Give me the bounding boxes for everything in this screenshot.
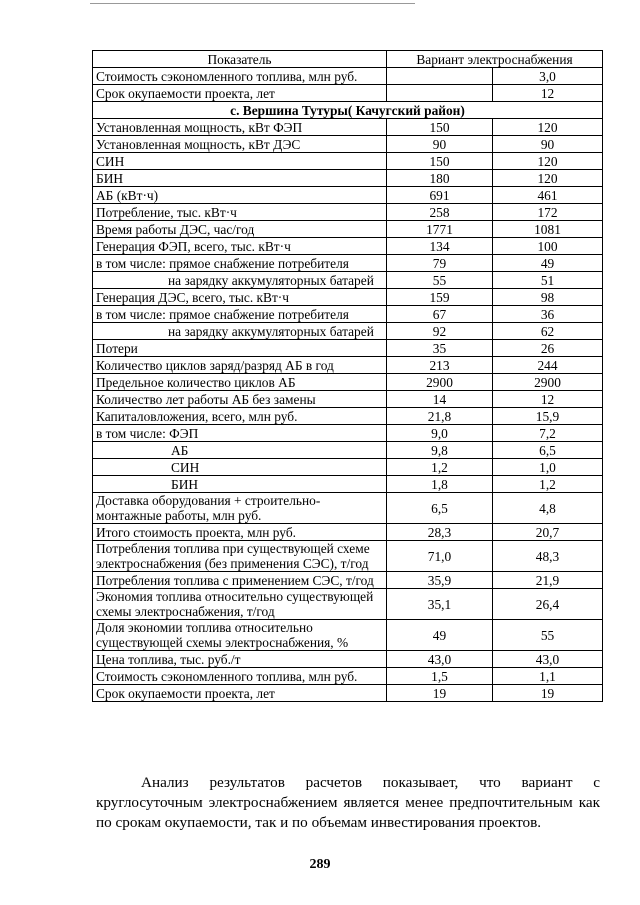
section-row (93, 102, 603, 119)
row-label: СИН (93, 153, 387, 170)
row-label: в том числе: ФЭП (93, 425, 387, 442)
value-variant-1: 55 (387, 272, 493, 289)
value-variant-1: 9,8 (387, 442, 493, 459)
table-row (93, 572, 603, 589)
value-variant-2: 2900 (493, 374, 603, 391)
value-variant-1: 92 (387, 323, 493, 340)
row-label: БИН (93, 476, 387, 493)
value-variant-2: 120 (493, 119, 603, 136)
value-variant-2: 55 (493, 620, 603, 651)
row-label: Цена топлива, тыс. руб./т (93, 651, 387, 668)
table-row (93, 493, 603, 524)
table-row (93, 425, 603, 442)
value-variant-2: 98 (493, 289, 603, 306)
row-label: на зарядку аккумуляторных батарей (93, 272, 387, 289)
table-row (93, 306, 603, 323)
value-variant-1: 1,8 (387, 476, 493, 493)
row-label: Доставка оборудования + строительно-монтажные работы, млн руб. (93, 493, 387, 524)
header-indicator: Показатель (93, 51, 387, 68)
table-row (93, 442, 603, 459)
row-label: Экономия топлива относительно существующей схемы электроснабжения, т/год (93, 589, 387, 620)
value-variant-2: 7,2 (493, 425, 603, 442)
row-label: Генерация ФЭП, всего, тыс. кВт·ч (93, 238, 387, 255)
value-variant-1 (387, 85, 493, 102)
row-label: на зарядку аккумуляторных батарей (93, 323, 387, 340)
analysis-paragraph: Анализ результатов расчетов показывает, что вариант с круглосуточным электроснабжением является менее предпочтительным как по срокам окупаемости, так и по объемам инвестирования проектов. (96, 774, 600, 831)
value-variant-2: 1,2 (493, 476, 603, 493)
value-variant-1: 67 (387, 306, 493, 323)
row-label: Установленная мощность, кВт ФЭП (93, 119, 387, 136)
value-variant-2: 1,1 (493, 668, 603, 685)
table-row (93, 651, 603, 668)
value-variant-2: 49 (493, 255, 603, 272)
table-row (93, 204, 603, 221)
page-number: 289 (309, 857, 331, 872)
value-variant-2: 12 (493, 391, 603, 408)
row-label: АБ (93, 442, 387, 459)
value-variant-2: 62 (493, 323, 603, 340)
value-variant-1: 134 (387, 238, 493, 255)
value-variant-1: 43,0 (387, 651, 493, 668)
table-row (93, 524, 603, 541)
row-label: Срок окупаемости проекта, лет (93, 685, 387, 702)
table-row (93, 85, 603, 102)
value-variant-1: 1,2 (387, 459, 493, 476)
table-row (93, 357, 603, 374)
value-variant-1: 35 (387, 340, 493, 357)
row-label: Генерация ДЭС, всего, тыс. кВт·ч (93, 289, 387, 306)
value-variant-1: 2900 (387, 374, 493, 391)
top-rule (90, 3, 415, 4)
table-row (93, 187, 603, 204)
value-variant-1: 14 (387, 391, 493, 408)
value-variant-2: 43,0 (493, 651, 603, 668)
header-variant: Вариант электроснабжения (387, 51, 603, 68)
value-variant-1: 150 (387, 119, 493, 136)
value-variant-1: 258 (387, 204, 493, 221)
value-variant-1: 35,1 (387, 589, 493, 620)
value-variant-2: 15,9 (493, 408, 603, 425)
value-variant-1: 90 (387, 136, 493, 153)
value-variant-1: 1771 (387, 221, 493, 238)
value-variant-2: 4,8 (493, 493, 603, 524)
table-row (93, 136, 603, 153)
value-variant-2: 1,0 (493, 459, 603, 476)
section-title: с. Вершина Тутуры( Качугский район) (93, 102, 603, 119)
row-label: Количество лет работы АБ без замены (93, 391, 387, 408)
row-label: Срок окупаемости проекта, лет (93, 85, 387, 102)
results-table-body (93, 51, 603, 702)
table-row (93, 459, 603, 476)
value-variant-2: 19 (493, 685, 603, 702)
table-row (93, 685, 603, 702)
value-variant-2: 461 (493, 187, 603, 204)
value-variant-2: 120 (493, 170, 603, 187)
table-row (93, 153, 603, 170)
row-label: Доля экономии топлива относительно существующей схемы электроснабжения, % (93, 620, 387, 651)
table-row (93, 589, 603, 620)
table-row (93, 541, 603, 572)
row-label: АБ (кВт·ч) (93, 187, 387, 204)
value-variant-1: 159 (387, 289, 493, 306)
table-row (93, 170, 603, 187)
value-variant-1: 1,5 (387, 668, 493, 685)
table-row (93, 68, 603, 85)
table-row (93, 476, 603, 493)
value-variant-2: 12 (493, 85, 603, 102)
value-variant-2: 244 (493, 357, 603, 374)
row-label: Предельное количество циклов АБ (93, 374, 387, 391)
value-variant-1: 213 (387, 357, 493, 374)
row-label: в том числе: прямое снабжение потребителя (93, 306, 387, 323)
value-variant-2: 120 (493, 153, 603, 170)
row-label: СИН (93, 459, 387, 476)
row-label: Капиталовложения, всего, млн руб. (93, 408, 387, 425)
table-row (93, 391, 603, 408)
row-label: Потребления топлива при существующей схеме электроснабжения (без применения СЭС), т/год (93, 541, 387, 572)
table-row (93, 408, 603, 425)
value-variant-2: 36 (493, 306, 603, 323)
value-variant-2: 3,0 (493, 68, 603, 85)
value-variant-1: 71,0 (387, 541, 493, 572)
row-label: Потребления топлива с применением СЭС, т/год (93, 572, 387, 589)
value-variant-1: 21,8 (387, 408, 493, 425)
row-label: Потери (93, 340, 387, 357)
value-variant-1: 19 (387, 685, 493, 702)
value-variant-2: 26,4 (493, 589, 603, 620)
value-variant-2: 172 (493, 204, 603, 221)
value-variant-2: 100 (493, 238, 603, 255)
value-variant-1: 79 (387, 255, 493, 272)
value-variant-1: 9,0 (387, 425, 493, 442)
table-row (93, 272, 603, 289)
value-variant-1: 691 (387, 187, 493, 204)
value-variant-2: 48,3 (493, 541, 603, 572)
table-row (93, 119, 603, 136)
row-label: Количество циклов заряд/разряд АБ в год (93, 357, 387, 374)
table-row (93, 255, 603, 272)
value-variant-2: 1081 (493, 221, 603, 238)
value-variant-1: 6,5 (387, 493, 493, 524)
value-variant-2: 6,5 (493, 442, 603, 459)
table-row (93, 323, 603, 340)
row-label: Стоимость сэкономленного топлива, млн руб. (93, 668, 387, 685)
table-row (93, 374, 603, 391)
table-row (93, 340, 603, 357)
table-row (93, 238, 603, 255)
value-variant-1: 49 (387, 620, 493, 651)
row-label: БИН (93, 170, 387, 187)
table-row (93, 620, 603, 651)
value-variant-1: 180 (387, 170, 493, 187)
row-label: в том числе: прямое снабжение потребителя (93, 255, 387, 272)
results-table (92, 50, 603, 702)
table-row (93, 221, 603, 238)
value-variant-1: 35,9 (387, 572, 493, 589)
table-row (93, 289, 603, 306)
row-label: Время работы ДЭС, час/год (93, 221, 387, 238)
table-row (93, 668, 603, 685)
value-variant-1: 150 (387, 153, 493, 170)
value-variant-2: 20,7 (493, 524, 603, 541)
value-variant-2: 21,9 (493, 572, 603, 589)
table-header-row (93, 51, 603, 68)
value-variant-2: 26 (493, 340, 603, 357)
value-variant-2: 51 (493, 272, 603, 289)
row-label: Потребление, тыс. кВт·ч (93, 204, 387, 221)
row-label: Установленная мощность, кВт ДЭС (93, 136, 387, 153)
value-variant-1 (387, 68, 493, 85)
row-label: Стоимость сэкономленного топлива, млн руб. (93, 68, 387, 85)
value-variant-2: 90 (493, 136, 603, 153)
row-label: Итого стоимость проекта, млн руб. (93, 524, 387, 541)
value-variant-1: 28,3 (387, 524, 493, 541)
